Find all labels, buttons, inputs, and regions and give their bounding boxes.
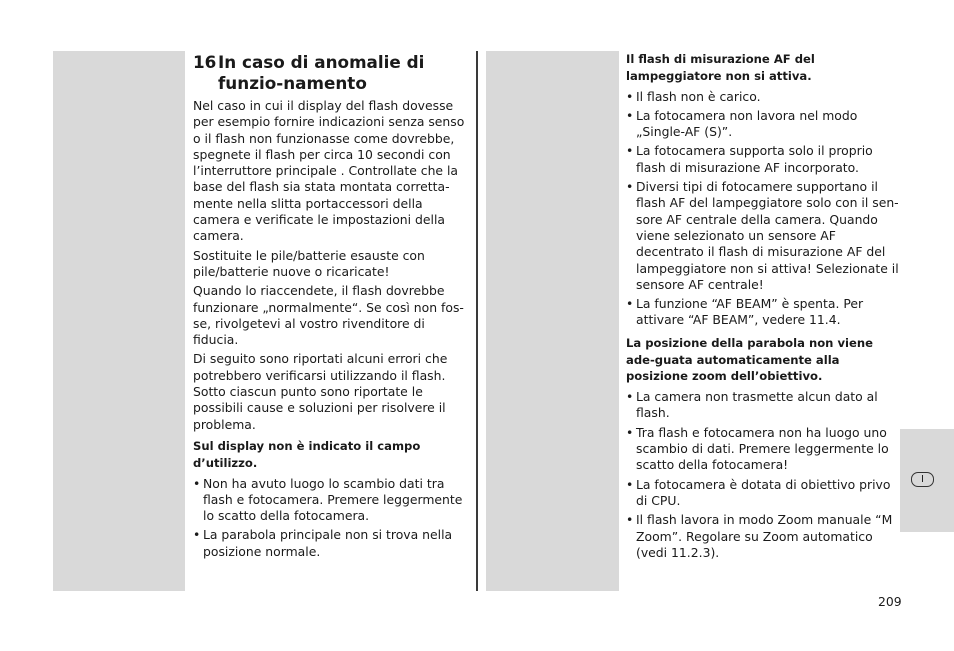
list-item: • La parabola principale non si trova nella posizione normale. bbox=[193, 527, 468, 560]
list-item: • Non ha avuto luogo lo scambio dati tra flash e fotocamera. Premere leggermente lo scatto della fotocamera. bbox=[193, 476, 468, 525]
display-issue-heading: Sul display non è indicato il campo d’utilizzo. bbox=[193, 438, 421, 470]
restart-paragraph: Quando lo riaccendete, il flash dovrebbe funzionare „normalmente“. Se così non fos-se, rivolgetevi al vostro rivenditore di fiducia. bbox=[193, 283, 464, 348]
errors-intro-paragraph: Di seguito sono riportati alcuni errori che potrebbero verificarsi utilizzando il flash. Sotto ciascun punto sono riportate le possibili cause e soluzioni per risolvere il problema. bbox=[193, 351, 448, 432]
list-item: • Diversi tipi di fotocamere supportano il flash AF del lampeggiatore solo con il sen-sore AF centrale della camera. Quando viene selezionato un sensore AF decentrato il flash di misurazione AF del lampeggiatore non si attiva! Selezionate il sensore AF centrale! bbox=[626, 179, 900, 293]
right-text-column bbox=[626, 51, 900, 564]
center-margin-band bbox=[486, 51, 619, 591]
list-item: • La funzione “AF BEAM” è spenta. Per attivare “AF BEAM”, vedere 11.4. bbox=[626, 296, 900, 329]
column-divider-line bbox=[476, 51, 478, 591]
list-item: • Il flash lavora in modo Zoom manuale “M Zoom”. Regolare su Zoom automatico (vedi 11.2.3). bbox=[626, 512, 900, 561]
page-number: 209 bbox=[878, 594, 902, 609]
list-item: • La camera non trasmette alcun dato al flash. bbox=[626, 389, 900, 422]
list-item: • La fotocamera non lavora nel modo „Single-AF (S)”. bbox=[626, 108, 900, 141]
list-item: • La fotocamera è dotata di obiettivo privo di CPU. bbox=[626, 477, 900, 510]
section-title bbox=[193, 52, 468, 93]
language-tab-label: I bbox=[911, 472, 934, 487]
zoom-heading: La posizione della parabola non viene ade-guata automaticamente alla posizione zoom dell’obiettivo. bbox=[626, 335, 873, 384]
left-text-column bbox=[193, 52, 468, 563]
list-item: • Tra flash e fotocamera non ha luogo uno scambio di dati. Premere leggermente lo scatto della fotocamera! bbox=[626, 425, 900, 474]
section-title-text: In caso di anomalie di funzio-namento bbox=[218, 52, 425, 93]
af-flash-list bbox=[626, 89, 900, 329]
section-number: 16 bbox=[193, 52, 217, 72]
left-margin-band bbox=[53, 51, 185, 591]
intro-paragraph: Nel caso in cui il display del flash dovesse per esempio fornire indicazioni senza senso o il flash non funzionasse come dovrebbe, spegnete il flash per circa 10 secondi con l’interruttore principale . Controllate che la base del flash sia stata montata corretta-mente nella slitta portaccessori della camera e verificate le impostazioni della camera. bbox=[193, 98, 465, 244]
af-flash-heading: Il flash di misurazione AF del lampeggiatore non si attiva. bbox=[626, 52, 815, 83]
list-item: • Il flash non è carico. bbox=[626, 89, 900, 105]
list-item: • La fotocamera supporta solo il proprio flash di misurazione AF incorporato. bbox=[626, 143, 900, 176]
battery-paragraph: Sostituite le pile/batterie esauste con pile/batterie nuove o ricaricate! bbox=[193, 247, 425, 279]
zoom-list bbox=[626, 389, 900, 561]
display-issue-list bbox=[193, 476, 468, 560]
